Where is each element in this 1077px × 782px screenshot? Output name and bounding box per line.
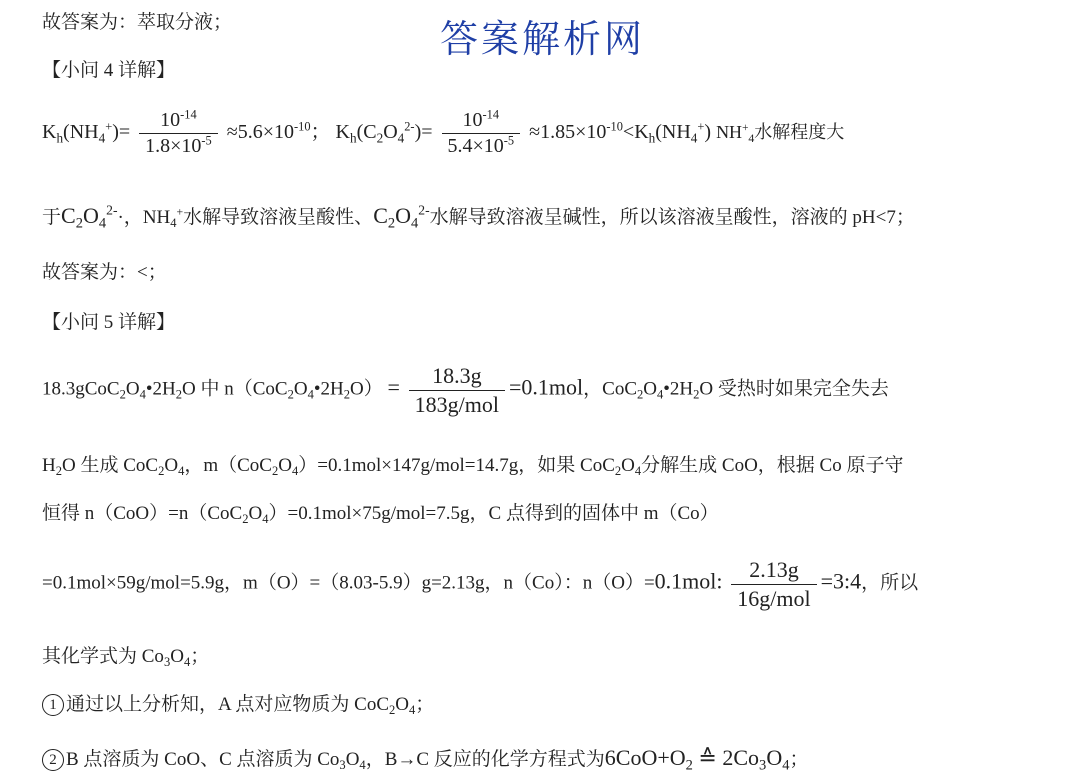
q4-equation-line: $K_h(NH_4^+)=$ $\frac{10^{-14}}{1.8\times 10^{-5}}$ $\approx 5.6\times 10^{-10}$； $K_h(C_2O_4^{2-})=$ $\frac{10^{-14}}{5.4\times 10^{-5}}$ $\approx 1.85\times 10^{-10}<K_h(NH_4^+)$ $NH^+_4$水解程度大 [42,107,845,157]
fraction-mass-over-molar: $\frac{18.3g}{\text{183g/mol}}$ [409,362,505,418]
q5-line-5: 其化学式为 $Co_3O_4$； [42,646,210,669]
answer-line-3: 故答案为：萃取分液； [42,12,233,33]
q4-explanation-line: 于$C_2O_4^{2-}\cdot$，$NH_4^+$水解导致溶液呈酸性、$C_2O_4^{2-}$水解导致溶液呈碱性，所以该溶液呈酸性，溶液的 pH<7； [42,202,915,232]
heading-question-4: 【小问 4 详解】 [42,60,176,81]
answer-line-4: 故答案为：<； [42,262,167,283]
q5-line-1: $18.3gCoC_2O_4•2H_2O$ 中 $n(CoC_2O_4•2H_2O)$ = $\frac{18.3g}{\text{183g/mol}}$ =0.1mol，$CoC_2O_4•2H_2O$ 受热时如果完全失去 [42,363,889,417]
q5-line-4: =0.1mol×59g/mol=5.9g，m（O）=（8.03-5.9）g=2.13g，n（Co）：n（O）=0.1mol: $\frac{2.13g}{\text{16g/mol}}$ =3:4，所以 [42,557,919,611]
heading-question-5: 【小问 5 详解】 [42,312,176,333]
q5-line-3: 恒得 $n(CoO)=n(CoC_2O_4)=0.1mol\times 75g/mol=7.5g$，C 点得到的固体中 m（Co） [42,503,719,526]
circled-number-1: 1 [42,694,64,716]
q5-line-2: $H_2O$ 生成 $CoC_2O_4$，$m(CoC_2O_4)=0.1mol\times 147g/mol=14.7g$，如果 $CoC_2O_4$分解生成 CoO，根据 Co 原子守 [42,455,904,478]
fraction-kh-nh4: $\frac{10^{-14}}{1.8\times 10^{-5}}$ [139,108,218,159]
q5-line-7: 2 B 点溶质为 CoO、C 点溶质为 $Co_3O_4$，B→C 反应的化学方程式为$6CoO+O_2$ ≙ $2Co_3O_4$； [42,745,808,772]
q5-line-6: 1 通过以上分析知，A 点对应物质为 $CoC_2O_4$； [42,694,434,717]
watermark: 答案解析网 [440,17,646,61]
fraction-kh-c2o4: $\frac{10^{-14}}{5.4\times 10^{-5}}$ [442,108,521,159]
circled-number-2: 2 [42,749,64,771]
fraction-oxygen-moles: $\frac{2.13g}{\text{16g/mol}}$ [731,556,816,612]
